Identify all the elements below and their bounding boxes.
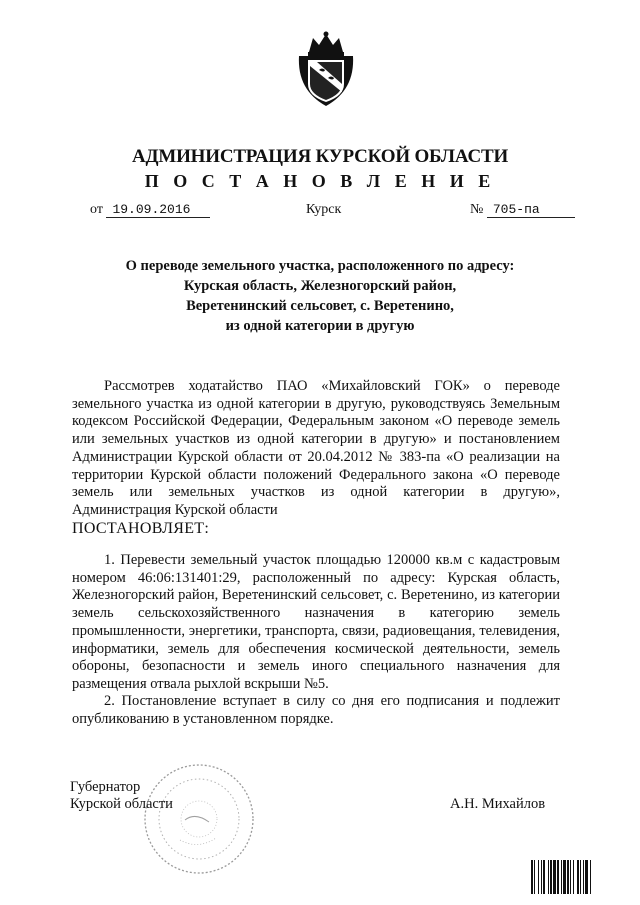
seal-stamp-icon	[140, 760, 258, 878]
document-subject	[60, 256, 580, 336]
organization-title: АДМИНИСТРАЦИЯ КУРСКОЙ ОБЛАСТИ	[131, 146, 509, 167]
subject-line: Курская область, Железногорский район,	[183, 278, 457, 294]
document-number: 705-па	[487, 202, 575, 218]
barcode-icon	[531, 860, 623, 894]
item-1-text: 1. Перевести земельный участок площадью 120000 кв.м с кадастровым номером 46:06:131401:29, расположенный по адресу: Курская область, Железногорский район, Веретенинский сельсовет, с. Веретенино, из категории земель сельскохозяйственного назначения в категорию земель промышленности, энергетики, транспорта, связи, радиовещания, телевидения, информатики, земель для обеспечения космической деятельности, земель обороны, безопасности и земель иного специального назначения для размещения отвала рыхлой вскрыши №5.	[72, 552, 560, 692]
preamble-text: Рассмотрев ходатайство ПАО «Михайловский ГОК» о переводе земельного участка из одной категории в другую, руководствуясь Земельным кодексом Российской Федерации, Федеральным законом «О переводе земель или земельных участков из одной категории в другую» и постановлением Администрации Курской области от 20.04.2012 № 383-па «О реализации на территории Курской области положений Федерального закона «О переводе земель или земельных участков из одной категории в другую», Администрация Курской области	[72, 378, 560, 518]
item-2-paragraph	[72, 693, 560, 728]
signatory-position	[70, 779, 173, 813]
subject-line: Веретенинский сельсовет, с. Веретенино,	[186, 298, 454, 314]
subject-line: О переводе земельного участка, расположенного по адресу:	[125, 258, 515, 274]
number-block	[470, 202, 575, 218]
preamble-paragraph	[72, 378, 560, 538]
number-prefix: №	[470, 202, 484, 217]
date-prefix: от	[90, 202, 103, 217]
document-city: Курск	[306, 202, 342, 217]
signatory-name: А.Н. Михайлов	[450, 796, 546, 812]
item-1-paragraph	[72, 552, 560, 694]
coat-of-arms-icon	[295, 30, 357, 108]
position-line: Курской области	[70, 796, 173, 812]
item-2-text: 2. Постановление вступает в силу со дня его подписания и подлежит опубликованию в установленном порядке.	[72, 693, 560, 727]
subject-line: из одной категории в другую	[225, 318, 415, 334]
document-date: 19.09.2016	[106, 202, 210, 218]
resolves-word: ПОСТАНОВЛЯЕТ:	[72, 519, 210, 537]
position-line: Губернатор	[70, 779, 141, 795]
date-block	[90, 202, 210, 218]
document-type: П О С Т А Н О В Л Е Н И Е	[144, 171, 496, 191]
